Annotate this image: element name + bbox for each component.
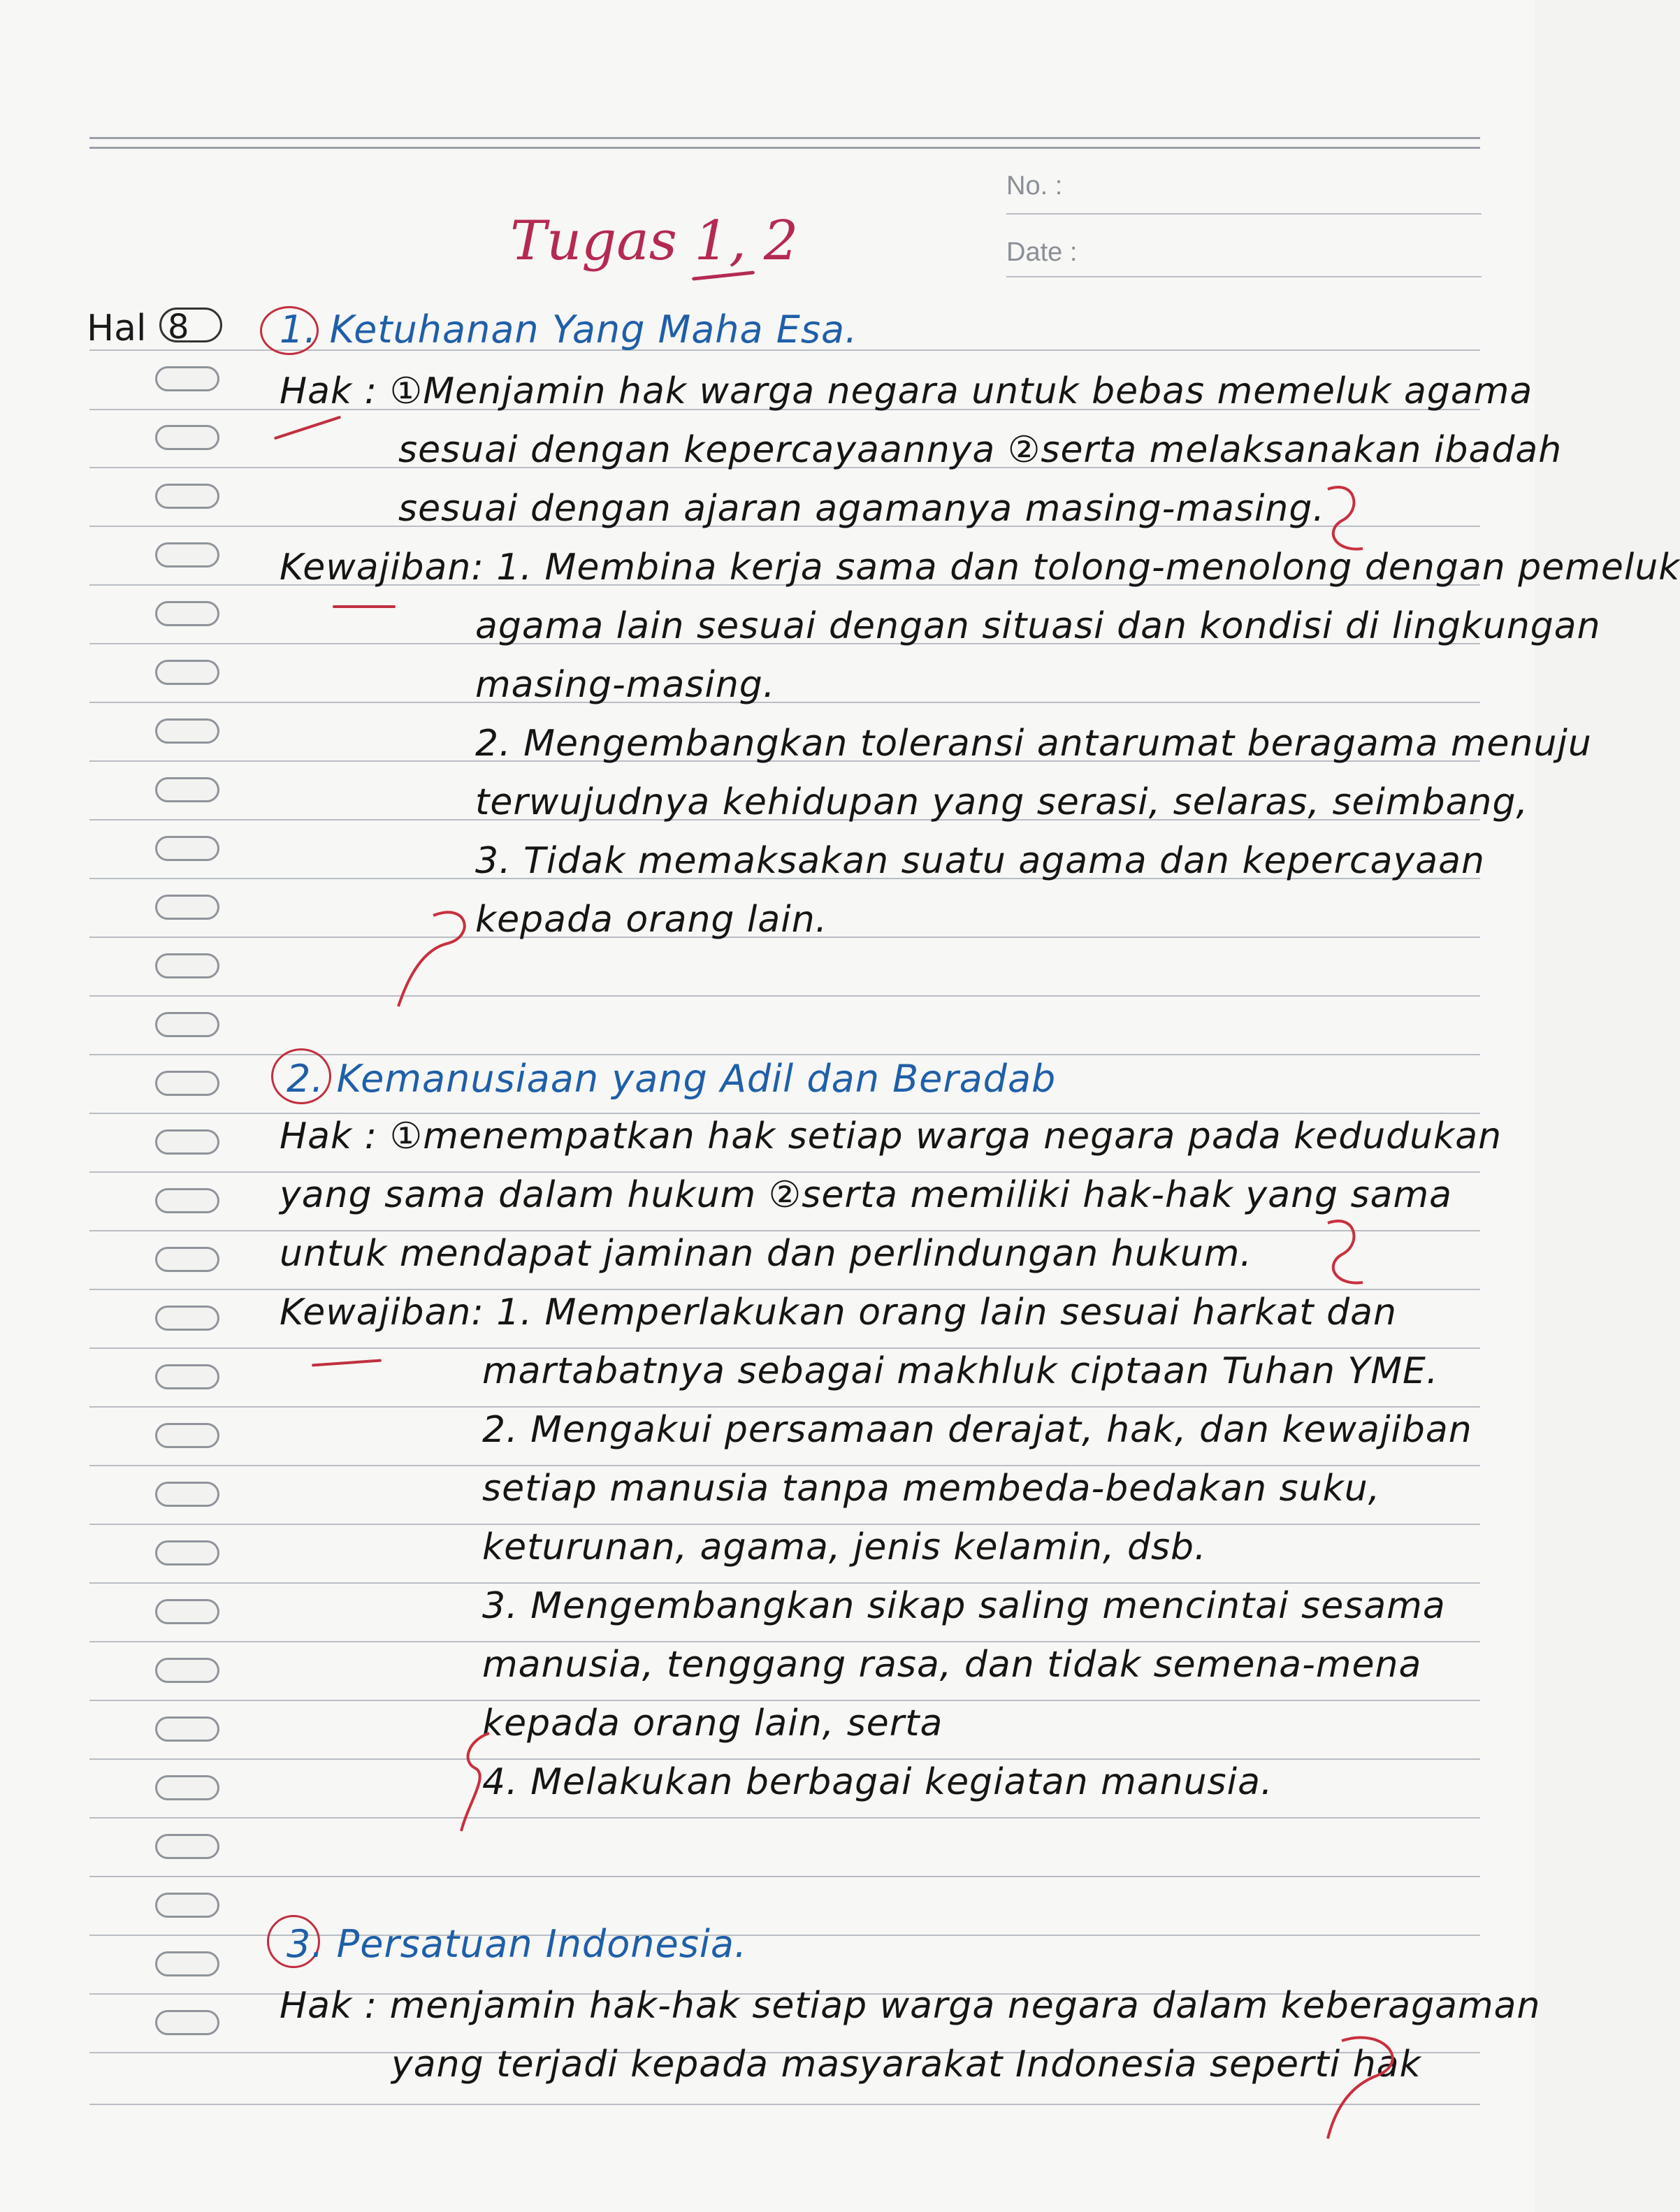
section2-kewajiban-line: manusia, tenggang rasa, dan tidak semena-mena [482, 1644, 1422, 1686]
hal-label: Hal [87, 308, 147, 349]
ruled-line [89, 1524, 1480, 1525]
section3-heading: 3. Persatuan Indonesia. [287, 1922, 748, 1966]
hal-number: 8 [168, 308, 189, 347]
binding-ring [155, 542, 219, 568]
section2-kewajiban-line: 2. Mengakui persamaan derajat, hak, dan kewajiban [482, 1409, 1472, 1451]
date-line [1006, 276, 1482, 277]
binding-ring [155, 836, 219, 861]
section2-kewajiban-line: 4. Melakukan berbagai kegiatan manusia. [482, 1761, 1273, 1803]
page-title: Tugas 1, 2 [510, 210, 799, 273]
binding-ring [155, 895, 219, 920]
binding-ring [155, 1540, 219, 1566]
red-mark [312, 1359, 382, 1367]
date-label: Date : [1006, 238, 1078, 267]
section1-hak-line: sesuai dengan kepercayaannya ②serta melaksanakan ibadah [398, 429, 1563, 471]
section2-kewajiban-line: keturunan, agama, jenis kelamin, dsb. [482, 1526, 1207, 1568]
grading-mark [1314, 1216, 1391, 1293]
section1-heading: 1. Ketuhanan Yang Maha Esa. [280, 308, 858, 352]
ruled-line [89, 1230, 1480, 1231]
ruled-line [89, 2104, 1480, 2105]
section1-kewajiban-line: Kewajiban: 1. Membina kerja sama dan tolong-menolong dengan pemeluk [280, 547, 1680, 588]
section2-kewajiban-line: setiap manusia tanpa membeda-bedakan suku, [482, 1468, 1381, 1510]
ruled-line [89, 1113, 1480, 1114]
binding-ring [155, 425, 219, 450]
grading-mark [1314, 482, 1391, 559]
section1-kewajiban-line: 3. Tidak memaksakan suatu agama dan kepercayaan [475, 840, 1485, 882]
red-mark [333, 605, 396, 608]
ruled-line [89, 1289, 1480, 1290]
binding-ring [155, 1599, 219, 1624]
section3-hak-line: yang terjadi kepada masyarakat Indonesia seperti hak [391, 2044, 1421, 2086]
section2-kewajiban-line: martabatnya sebagai makhluk ciptaan Tuhan YME. [482, 1350, 1439, 1392]
binding-ring [155, 777, 219, 802]
section3-hak-line: Hak : menjamin hak-hak setiap warga negara dalam keberagaman [280, 1985, 1541, 2027]
binding-ring [155, 1716, 219, 1742]
binding-ring [155, 1775, 219, 1800]
ruled-line [89, 1582, 1480, 1584]
top-rule [89, 137, 1480, 139]
ruled-line [89, 1758, 1480, 1760]
section1-kewajiban-line: masing-masing. [475, 664, 776, 706]
no-line [1006, 213, 1482, 215]
grading-mark [447, 1726, 531, 1838]
binding-ring [155, 1893, 219, 1918]
ruled-line [89, 1171, 1480, 1173]
section1-kewajiban-line: kepada orang lain. [475, 899, 828, 941]
section1-hak-line: Hak : ①Menjamin hak warga negara untuk bebas memeluk agama [280, 370, 1533, 412]
ruled-line [89, 1876, 1480, 1877]
binding-ring [155, 1071, 219, 1096]
binding-ring [155, 366, 219, 391]
section1-kewajiban-line: 2. Mengembangkan toleransi antarumat beragama menuju [475, 723, 1592, 765]
ruled-line [89, 702, 1480, 703]
binding-ring [155, 1188, 219, 1213]
ruled-line [89, 1641, 1480, 1642]
binding-ring [155, 1658, 219, 1683]
binding-ring [155, 1129, 219, 1155]
red-mark [274, 416, 341, 440]
ruled-line [89, 1465, 1480, 1466]
ruled-line [89, 1406, 1480, 1408]
ruled-line [89, 1817, 1480, 1819]
section2-hak-line: yang sama dalam hukum ②serta memiliki hak-hak yang sama [280, 1174, 1453, 1216]
binding-ring [155, 1951, 219, 1976]
ruled-line [89, 1347, 1480, 1349]
section2-heading: 2. Kemanusiaan yang Adil dan Beradab [287, 1057, 1057, 1101]
binding-ring [155, 1012, 219, 1037]
binding-ring [155, 1247, 219, 1272]
section2-hak-line: untuk mendapat jaminan dan perlindungan hukum. [280, 1233, 1252, 1275]
section1-hak-line: sesuai dengan ajaran agamanya masing-masing. [398, 488, 1325, 530]
top-rule-2 [89, 147, 1480, 149]
binding-ring [155, 718, 219, 744]
binding-ring [155, 953, 219, 978]
section2-hak-line: Hak : ①menempatkan hak setiap warga negara pada kedudukan [280, 1115, 1502, 1157]
grading-mark [1300, 2027, 1440, 2146]
binding-ring [155, 1423, 219, 1448]
ruled-line [89, 1700, 1480, 1701]
section2-kewajiban-line: 3. Mengembangkan sikap saling mencintai sesama [482, 1585, 1446, 1627]
section1-kewajiban-line: terwujudnya kehidupan yang serasi, selaras, seimbang, [475, 781, 1529, 823]
grading-mark [391, 888, 503, 1013]
binding-ring [155, 484, 219, 509]
binding-ring [155, 601, 219, 626]
binding-ring [155, 1306, 219, 1331]
binding-ring [155, 1834, 219, 1859]
no-label: No. : [1006, 171, 1063, 201]
binding-ring [155, 1482, 219, 1507]
ruled-line [89, 995, 1480, 997]
binding-ring [155, 660, 219, 685]
binding-ring [155, 1364, 219, 1389]
section1-kewajiban-line: agama lain sesuai dengan situasi dan kondisi di lingkungan [475, 605, 1601, 647]
section2-kewajiban-line: Kewajiban: 1. Memperlakukan orang lain sesuai harkat dan [280, 1292, 1397, 1333]
binding-ring [155, 2010, 219, 2035]
section2-kewajiban-line: kepada orang lain, serta [482, 1703, 943, 1744]
